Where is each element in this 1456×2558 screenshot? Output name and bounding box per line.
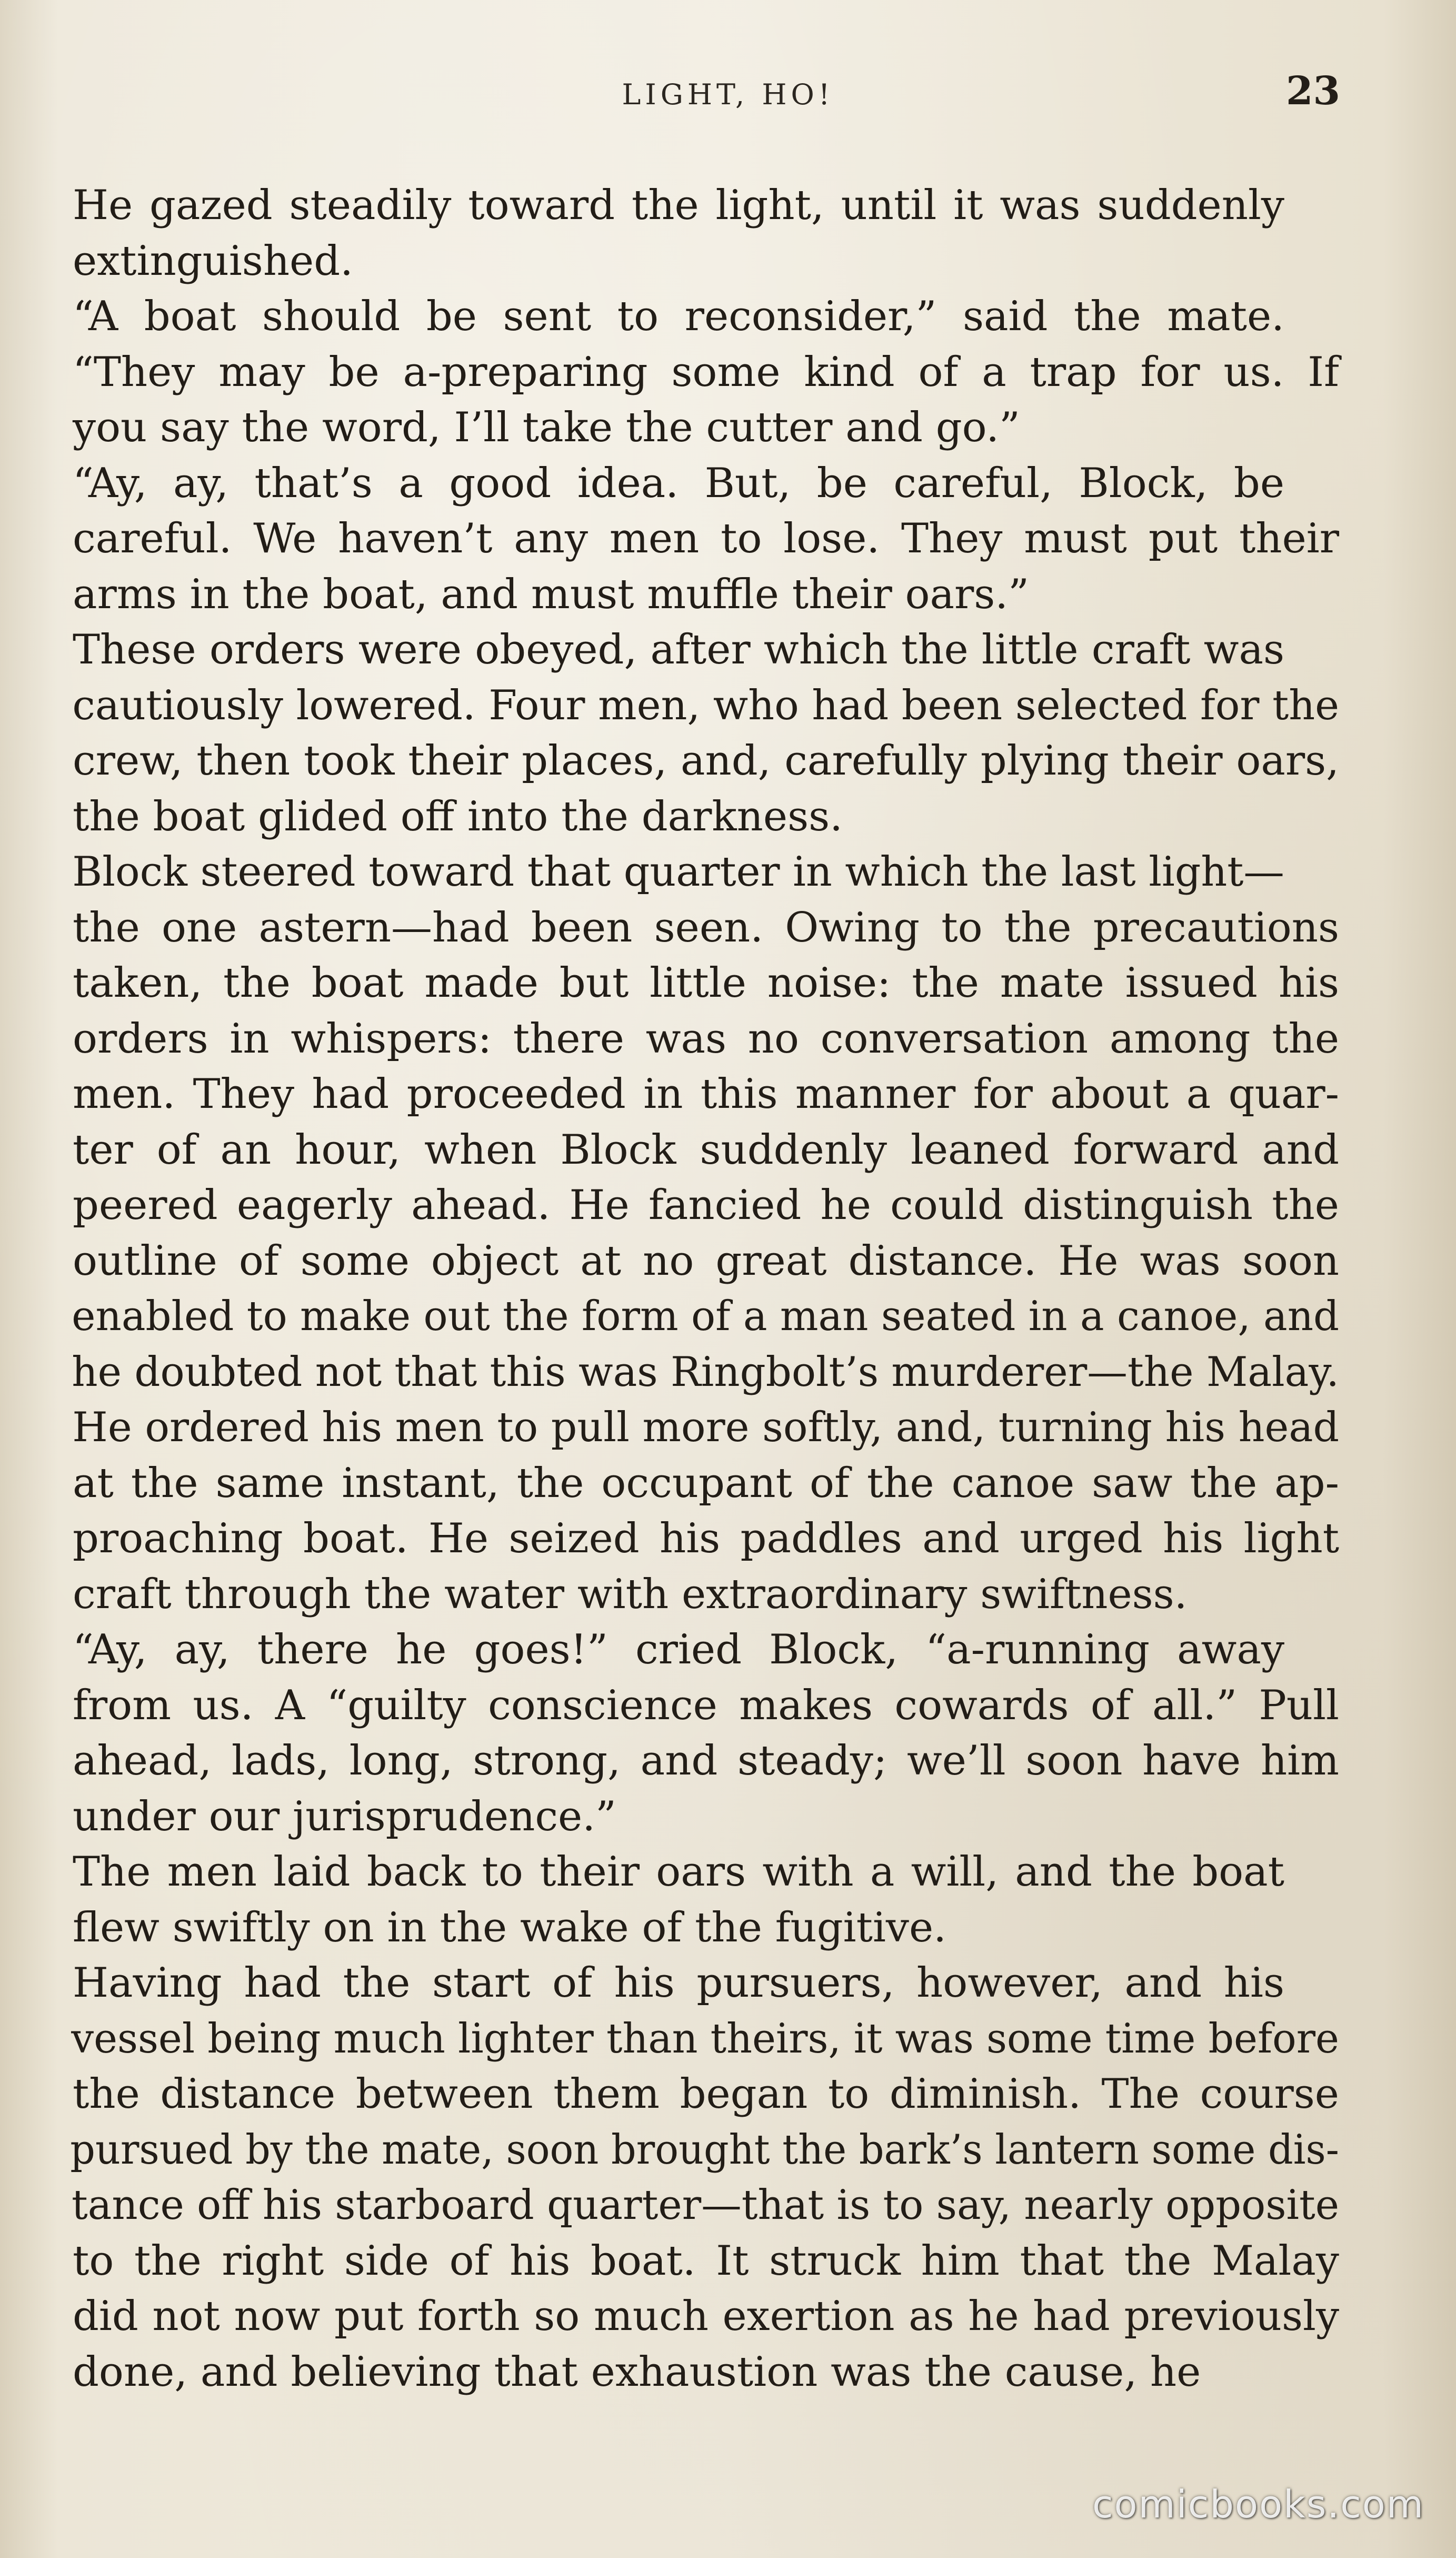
text-line: He gazed steadily toward the light, until it was suddenly [73,182,1284,229]
paragraph [18,456,1339,623]
text-line: Having had the start of his pursuers, however, and his [73,1959,1284,2007]
page-number: 23 [1286,68,1340,114]
text-line: vessel being much lighter than theirs, it was some time before [71,2015,1339,2063]
text-line: “They may be a-preparing some kind of a trap for us. If [73,348,1339,396]
running-head: LIGHT, HO! [622,78,834,111]
text-line: ahead, lads, long, strong, and steady; we’ll soon have him [73,1737,1339,1784]
text-line: you say the word, I’ll take the cutter and go.” [73,404,1020,451]
text-line: enabled to make out the form of a man seated in a canoe, and [72,1293,1340,1340]
text-line: Block steered toward that quarter in which the last light— [72,848,1284,896]
text-line: “Ay, ay, there he goes!” cried Block, “a-running away [73,1626,1285,1673]
text-line: He ordered his men to pull more softly, and, turning his head [72,1404,1340,1451]
text-line: to the right side of his boat. It struck him that the Malay [73,2237,1339,2285]
text-line: careful. We haven’t any men to lose. They must put their [73,515,1340,562]
text-line: craft through the water with extraordinary swiftness. [73,1570,1188,1618]
text-line: ter of an hour, when Block suddenly leaned forward and [73,1126,1340,1174]
paragraph [18,178,1339,289]
text-line: taken, the boat made but little noise: the mate issued his [73,959,1340,1007]
text-line: These orders were obeyed, after which the little craft was [73,626,1284,673]
text-line: the distance between them began to diminish. The course [73,2070,1339,2118]
text-line: the one astern—had been seen. Owing to the precautions [73,904,1340,951]
text-line: did not now put forth so much exertion as he had previously [73,2293,1340,2340]
text-line: from us. A “guilty conscience makes cowards of all.” Pull [73,1681,1339,1729]
paragraph [18,289,1339,456]
paragraph [18,1956,1339,2400]
text-line: the boat glided off into the darkness. [73,792,843,840]
text-line: peered eagerly ahead. He fancied he could distinguish the [73,1182,1339,1229]
text-line: tance off his starboard quarter—that is to say, nearly opposite [72,2182,1340,2229]
text-line: pursued by the mate, soon brought the bark’s lantern some dis- [70,2126,1339,2174]
text-line: arms in the boat, and must muffle their oars.” [73,570,1029,618]
text-line: under our jurisprudence.” [73,1792,616,1840]
text-line: he doubted not that this was Ringbolt’s murderer—the Malay. [72,1348,1339,1396]
text-line: done, and believing that exhaustion was the cause, he [73,2348,1201,2396]
text-line: crew, then took their places, and, carefully plying their oars, [73,737,1339,785]
text-line: orders in whispers: there was no conversation among the [73,1015,1340,1063]
text-line: at the same instant, the occupant of the canoe saw the ap- [73,1459,1339,1507]
text-line: men. They had proceeded in this manner for about a quar- [73,1070,1339,1118]
page-header [0,68,1456,126]
text-line: The men laid back to their oars with a will, and the boat [73,1848,1284,1896]
text-line: outline of some object at no great distance. He was soon [73,1237,1340,1285]
paragraph [18,845,1339,1622]
text-line: proaching boat. He seized his paddles and urged his light [73,1515,1340,1562]
paragraph [18,622,1339,845]
watermark: comicbooks.com [1092,2482,1424,2526]
text-line: extinguished. [73,237,353,285]
text-line: flew swiftly on in the wake of the fugitive. [73,1903,946,1951]
paragraph [18,1845,1339,1956]
text-line: “Ay, ay, that’s a good idea. But, be careful, Block, be [73,459,1285,507]
body-text [18,178,1339,2400]
text-line: “A boat should be sent to reconsider,” said the mate. [73,293,1284,340]
paragraph [18,1622,1339,1845]
text-line: cautiously lowered. Four men, who had been selected for the [72,681,1340,729]
